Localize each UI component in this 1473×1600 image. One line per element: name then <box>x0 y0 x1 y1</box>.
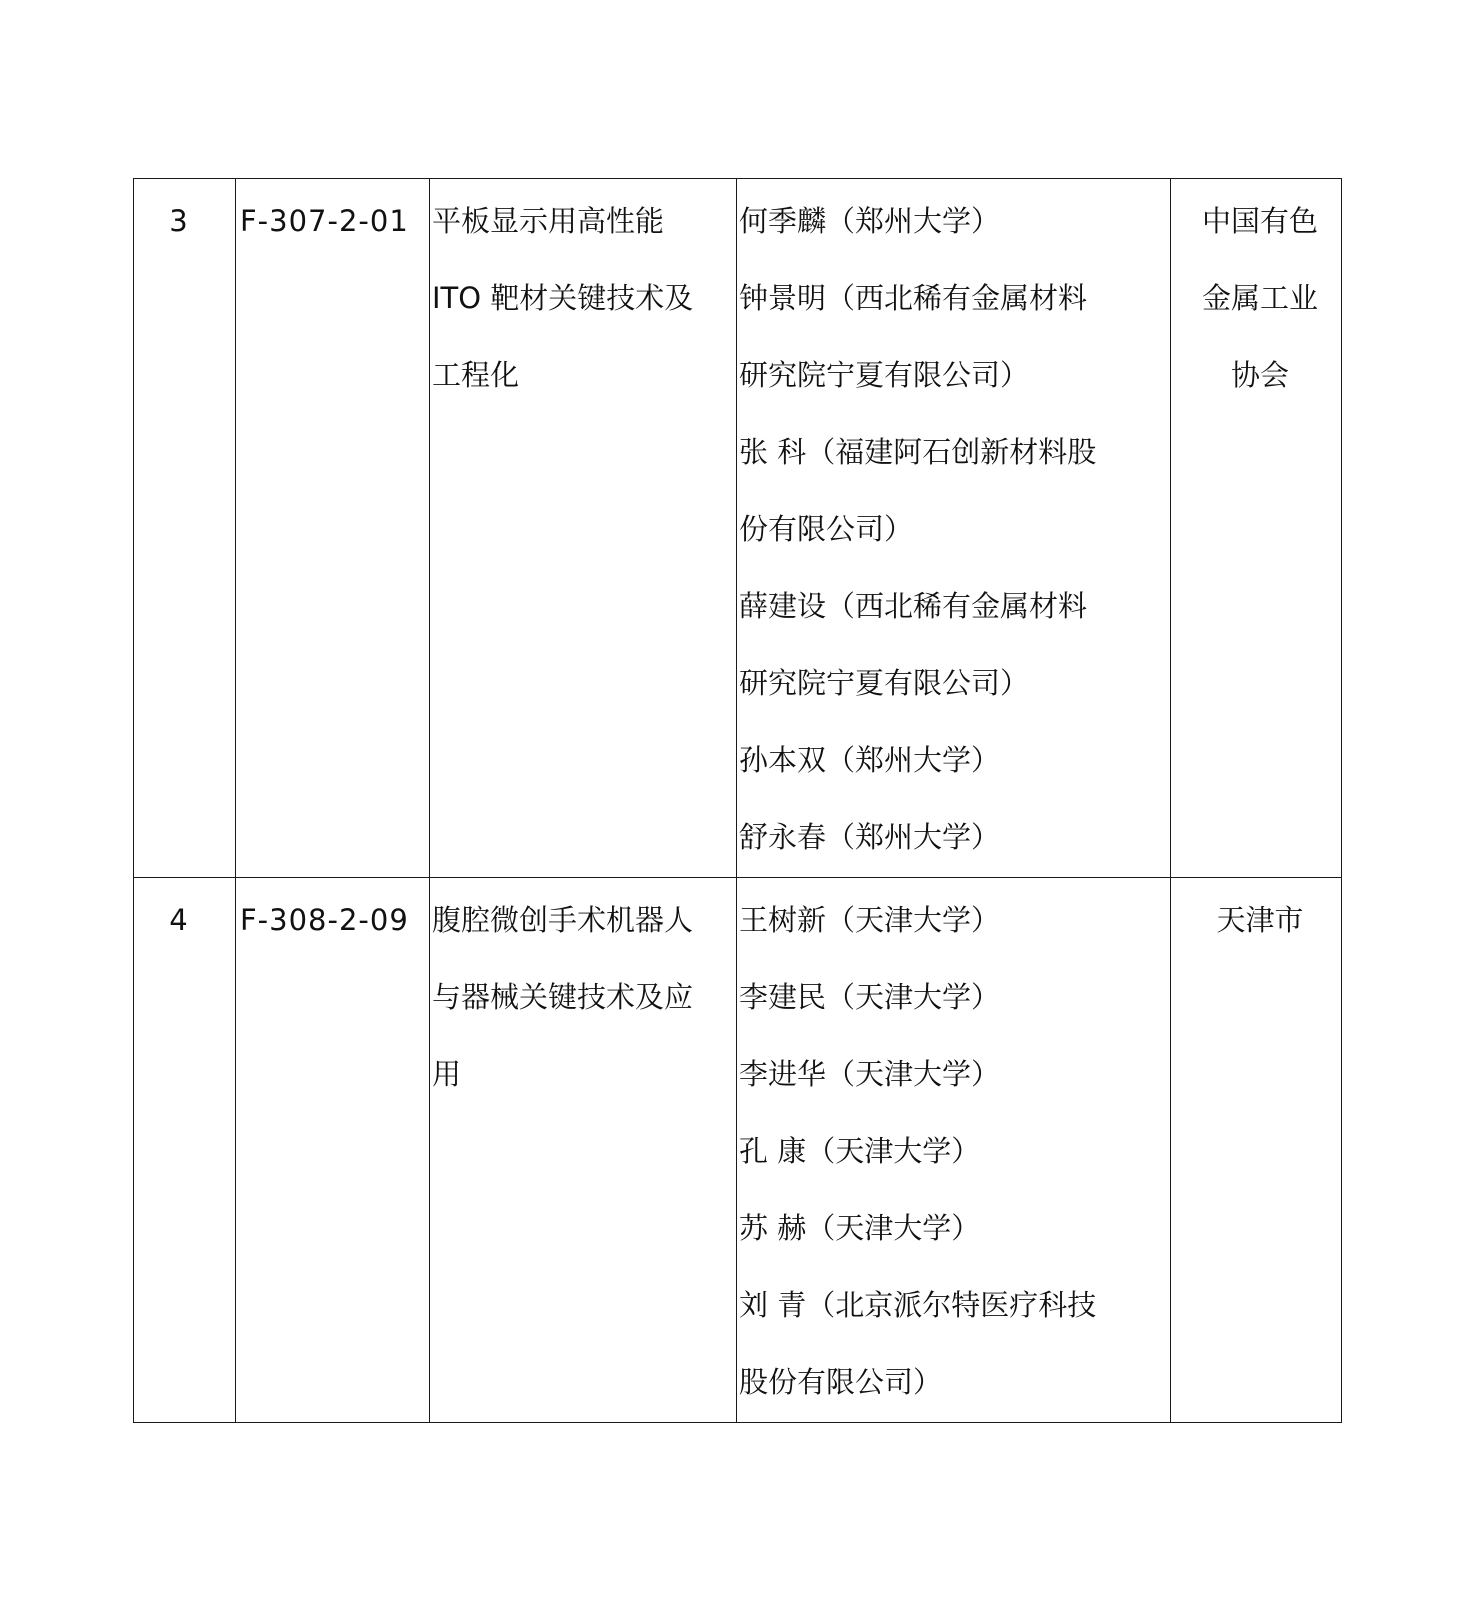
nominator-cell <box>1171 878 1342 1423</box>
person-line: 孔 康（天津大学） <box>739 1134 981 1168</box>
person-line: 李进华（天津大学） <box>739 1057 1001 1091</box>
seq-number: 3 <box>169 204 188 238</box>
project-title <box>430 878 736 1113</box>
code-cell <box>236 179 430 878</box>
award-table <box>133 178 1342 1423</box>
person-line: 股份有限公司） <box>739 1365 943 1399</box>
title-cell <box>430 179 737 878</box>
title-cell <box>430 878 737 1423</box>
project-code: F-307-2-01 <box>240 204 409 238</box>
person-line: 研究院宁夏有限公司） <box>739 666 1030 700</box>
people-cell <box>737 179 1171 878</box>
person-line: 钟景明（西北稀有金属材料 <box>739 281 1088 315</box>
person-line: 王树新（天津大学） <box>739 903 1001 937</box>
project-code: F-308-2-09 <box>240 903 409 937</box>
title-line: 平板显示用高性能 <box>432 204 665 238</box>
person-line: 何季麟（郑州大学） <box>739 204 1001 238</box>
person-line: 李建民（天津大学） <box>739 980 1001 1014</box>
title-line: 工程化 <box>432 358 520 392</box>
person-line: 孙本双（郑州大学） <box>739 743 1001 777</box>
person-line: 份有限公司） <box>739 512 914 546</box>
nominator <box>1171 179 1341 414</box>
nominator <box>1171 878 1341 959</box>
title-line: 用 <box>432 1057 462 1091</box>
people-list <box>737 179 1170 876</box>
seq-number: 4 <box>169 903 188 937</box>
person-line: 舒永春（郑州大学） <box>739 820 1001 854</box>
person-line: 刘 青（北京派尔特医疗科技 <box>739 1288 1097 1322</box>
nominator-line: 协会 <box>1230 358 1289 392</box>
title-line: 与器械关键技术及应 <box>432 980 694 1014</box>
people-list <box>737 878 1170 1421</box>
table-row <box>134 878 1342 1423</box>
person-line: 苏 赫（天津大学） <box>739 1211 981 1245</box>
nominator-cell <box>1171 179 1342 878</box>
people-cell <box>737 878 1171 1423</box>
person-line: 薛建设（西北稀有金属材料 <box>739 589 1088 623</box>
person-line: 研究院宁夏有限公司） <box>739 358 1030 392</box>
title-line: ITO 靶材关键技术及 <box>432 281 694 315</box>
project-title <box>430 179 736 414</box>
title-line: 腹腔微创手术机器人 <box>432 903 694 937</box>
code-cell <box>236 878 430 1423</box>
nominator-line: 金属工业 <box>1201 281 1318 315</box>
nominator-line: 天津市 <box>1216 903 1304 937</box>
nominator-line: 中国有色 <box>1201 204 1318 238</box>
seq-cell <box>134 878 236 1423</box>
table-row <box>134 179 1342 878</box>
seq-cell <box>134 179 236 878</box>
person-line: 张 科（福建阿石创新材料股 <box>739 435 1097 469</box>
